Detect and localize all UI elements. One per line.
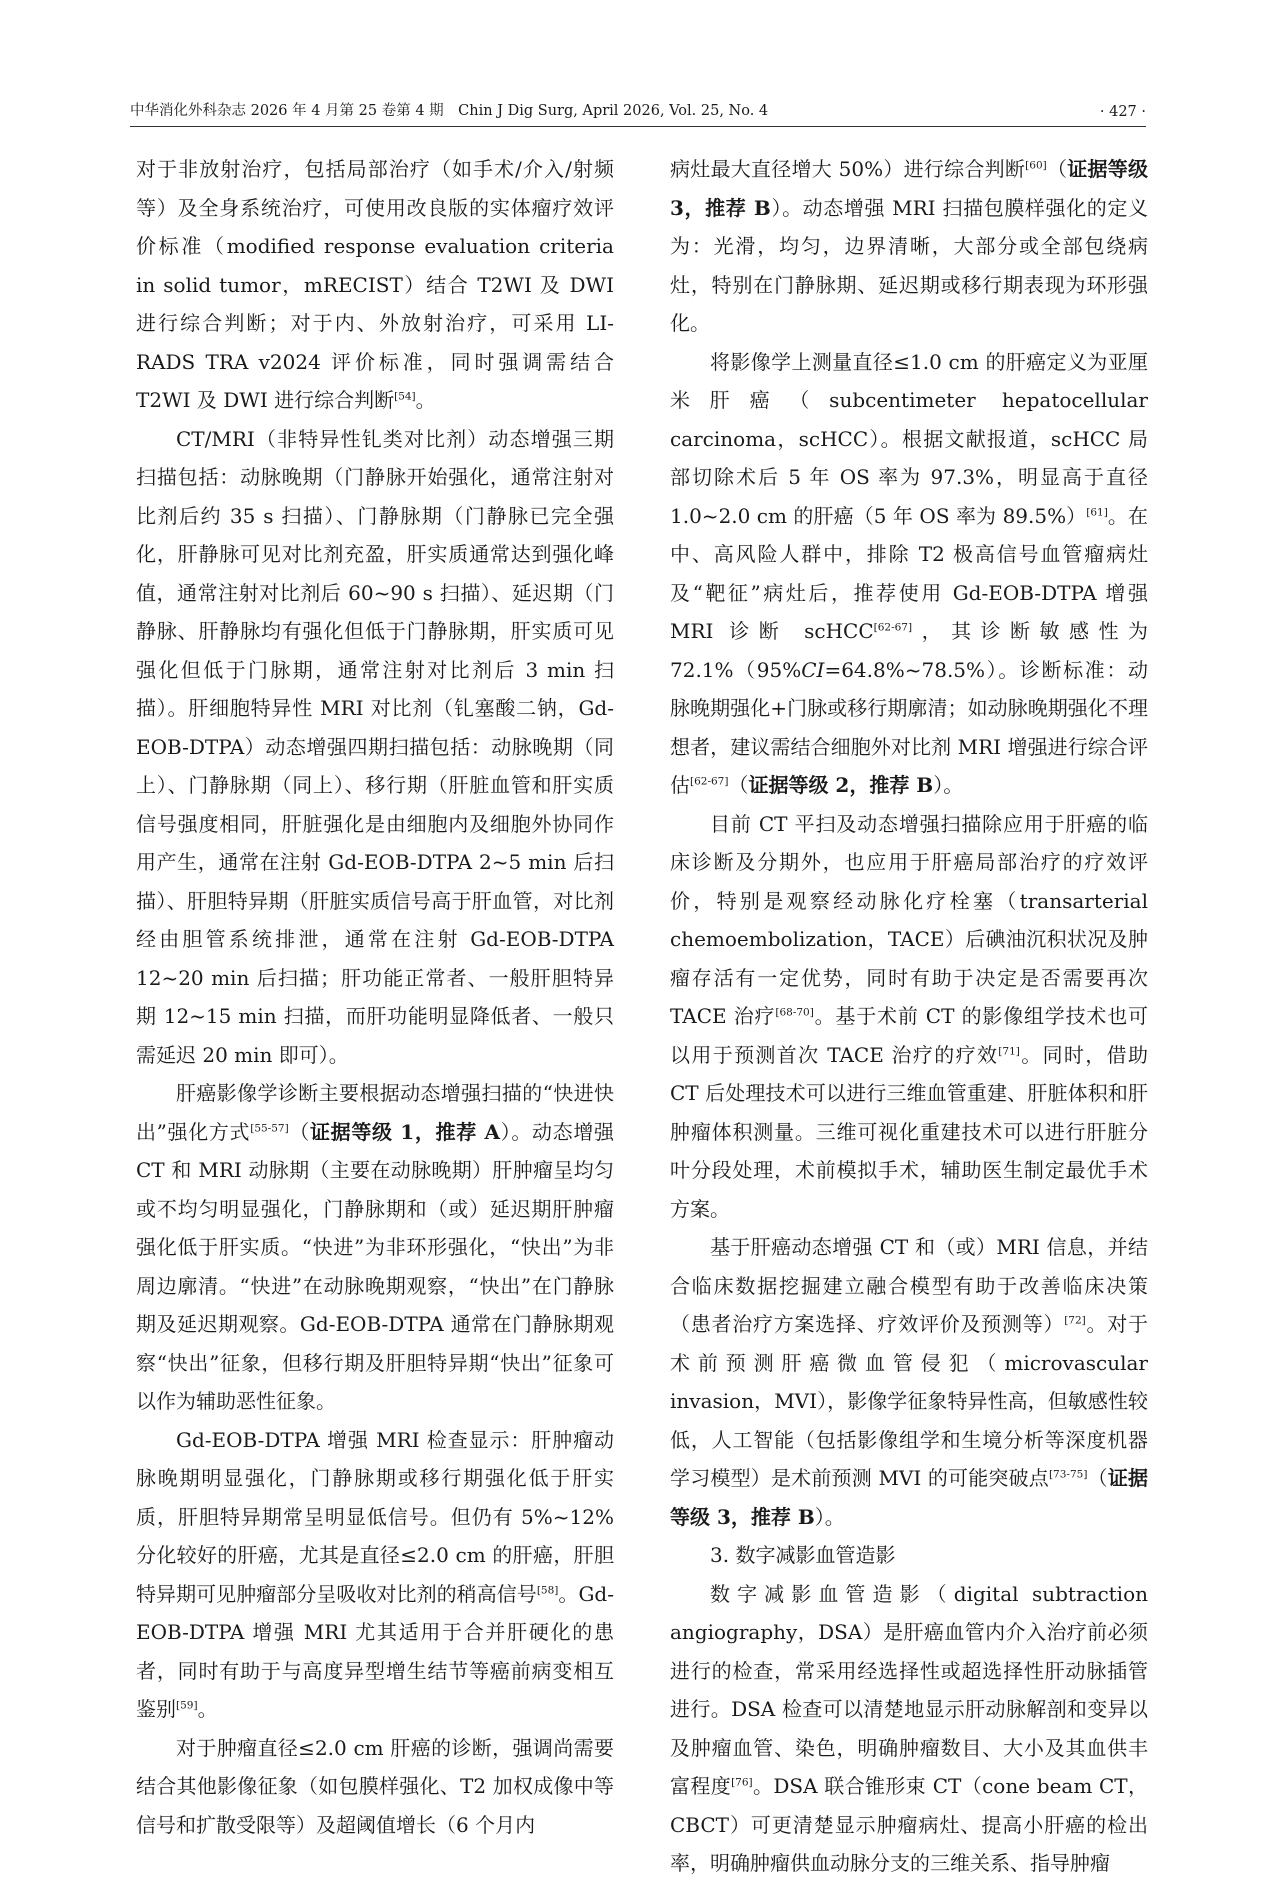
paragraph [136, 1421, 614, 1729]
text: （ [728, 773, 749, 797]
evidence-level: 证据等级 3，推荐 B [670, 1466, 1149, 1529]
paragraph [136, 1074, 614, 1421]
text: CT/MRI（非特异性钆类对比剂）动态增强三期扫描包括：动脉晚期（门静脉开始强化，通常注射对比剂后约 35 s 扫描）、门静脉期（门静脉已完全强化，肝静脉可见对比剂充盈，肝实质通常达到强化峰值，通常注射对比剂后 60~90 s 扫描）、延迟期（门静脉、肝静脉均有强化但低于门静脉期，肝实质可见强化但低于门脉期，通常注射对比剂后 3 min 扫描）。肝细胞特异性 MRI 对比剂（钆塞酸二钠，Gd-EOB-DTPA）动态增强四期扫描包括：动脉晚期（同上）、门静脉期（同上）、移行期（肝脏血管和肝实质信号强度相同，肝脏强化是由细胞内及细胞外协同作用产生，通常在注射 Gd-EOB-DTPA 2~5 min 后扫描）、肝胆特异期（肝脏实质信号高于肝血管，对比剂经由胆管系统排泄，通常在注射 Gd-EOB-DTPA 12~20 min 后扫描；肝功能正常者、一般肝胆特异期 12~15 min 扫描，而肝功能明显降低者、一般只需延迟 20 min 即可）。 [136, 426, 614, 1067]
citation-ref: [61] [1086, 505, 1108, 518]
paragraph [670, 1575, 1148, 1883]
paragraph [670, 1228, 1148, 1536]
citation-ref: [58] [536, 1583, 559, 1596]
citation-ref: [62-67] [690, 775, 729, 788]
text: （ [1046, 157, 1068, 181]
evidence-level: 证据等级 1，推荐 A [310, 1119, 501, 1144]
text: 目前 CT 平扫及动态增强扫描除应用于肝癌的临床诊断及分期外，也应用于肝癌局部治疗的疗效评价，特别是观察经动脉化疗栓塞（transarterial chemoembolization，TACE）后碘油沉积状况及肿瘤存活有一定优势，同时有助于决定是否需要再次 TACE 治疗 [670, 811, 1148, 1028]
text: 。同时，借助 CT 后处理技术可以进行三维血管重建、肝脏体积和肝肿瘤体积测量。三维可视化重建技术可以进行肝脏分叶分段处理，术前模拟手术，辅助医生制定最优手术方案。 [670, 1042, 1148, 1221]
citation-ref: [59] [176, 1699, 198, 1712]
text: CI [801, 657, 825, 682]
text: =64.8%~78.5%）。诊断标准：动脉晚期强化+门脉或移行期廓清；如动脉晚期强化不理想者，建议需结合细胞外对比剂 MRI 增强进行综合评估 [670, 657, 1148, 797]
text: 。在中、高风险人群中，排除 T2 极高信号血管瘤病灶及“靶征”病灶后，推荐使用 Gd-EOB-DTPA 增强 MRI 诊断 scHCC [670, 503, 1149, 643]
page-number: · 427 · [1099, 104, 1146, 120]
citation-ref: [68-70] [775, 1006, 814, 1019]
running-header [130, 95, 1146, 127]
paragraph [670, 343, 1148, 805]
citation-ref: [60] [1025, 159, 1047, 172]
paragraph [670, 805, 1148, 1229]
text: 。 [415, 388, 436, 412]
citation-ref: [54] [394, 390, 416, 403]
text: ）。动态增强 CT 和 MRI 动脉期（主要在动脉晚期）肝肿瘤呈均匀或不均匀明显强化，门静脉期和（或）延迟期肝肿瘤强化低于肝实质。“快进”为非环形强化，“快出”为非周边廓清。“快进”在动脉晚期观察，“快出”在门静脉期及延迟期观察。Gd-EOB-DTPA 通常在门静脉期观察“快出”征象，但移行期及肝胆特异期“快出”征象可以作为辅助恶性征象。 [136, 1119, 614, 1413]
text: 。对于术前预测肝癌微血管侵犯（microvascular invasion，MVI），影像学征象特异性高，但敏感性较低，人工智能（包括影像组学和生境分析等深度机器学习模型）是术前预测 MVI 的可能突破点 [670, 1312, 1149, 1490]
citation-ref: [62-67] [873, 621, 913, 634]
evidence-level: 证据等级 2，推荐 B [748, 773, 934, 797]
citation-ref: [71] [998, 1044, 1020, 1057]
left-column [136, 150, 614, 1844]
paragraph [136, 420, 614, 1075]
text: ）。 [933, 773, 964, 797]
paragraph [136, 150, 614, 420]
text: ）。 [814, 1504, 845, 1529]
evidence-level: 证据等级 3，推荐 B [670, 157, 1149, 220]
citation-ref: [55-57] [250, 1121, 289, 1134]
text: （ [288, 1119, 311, 1144]
text: 基于肝癌动态增强 CT 和（或）MRI 信息，并结合临床数据挖掘建立融合模型有助于改善临床决策（患者治疗方案选择、疗效评价及预测等） [670, 1235, 1148, 1336]
journal-citation: 中华消化外科杂志 2026 年 4 月第 25 卷第 4 期 Chin J Dig Surg, April 2026, Vol. 25, No. 4 [130, 103, 769, 119]
text: Gd-EOB-DTPA 增强 MRI 检查显示：肝肿瘤动脉晚期明显强化，门静脉期或移行期强化低于肝实质，肝胆特异期常呈明显低信号。但仍有 5%~12% 分化较好的肝癌，尤其是直径≤2.0 cm 的肝癌，肝胆特异期可见肿瘤部分呈吸收对比剂的稍高信号 [136, 1427, 614, 1606]
text: ）。动态增强 MRI 扫描包膜样强化的定义为：光滑，均匀，边界清晰，大部分或全部包绕病灶，特别在门静脉期、延迟期或移行期表现为环形强化。 [670, 195, 1148, 335]
text: 对于非放射治疗，包括局部治疗（如手术/介入/射频等）及全身系统治疗，可使用改良版的实体瘤疗效评价标准（modified response evaluation criteria in solid tumor，mRECIST）结合 T2WI 及 DWI 进行综合判断；对于内、外放射治疗，可采用 LI-RADS TRA v2024 评价标准，同时强调需结合 T2WI 及 DWI 进行综合判断 [136, 157, 614, 412]
text: 。DSA 联合锥形束 CT（cone beam CT，CBCT）可更清楚显示肿瘤病灶、提高小肝癌的检出率，明确肿瘤供血动脉分支的三维关系、指导肿瘤 [670, 1774, 1149, 1875]
citation-ref: [76] [731, 1776, 753, 1789]
text: （ [1087, 1466, 1108, 1490]
text: 肝癌影像学诊断主要根据动态增强扫描的“快进快出”强化方式 [136, 1081, 614, 1144]
citation-ref: [73-75] [1048, 1468, 1088, 1481]
text: 病灶最大直径增大 50%）进行综合判断 [670, 157, 1026, 181]
citation-ref: [72] [1064, 1314, 1086, 1327]
paragraph [670, 150, 1148, 343]
text: 将影像学上测量直径≤1.0 cm 的肝癌定义为亚厘米肝癌（subcentimeter hepatocellular carcinoma，scHCC）。根据文献报道，scHCC 局部切除术后 5 年 OS 率为 97.3%，明显高于直径 1.0~2.0 cm 的肝癌（5 年 OS 率为 89.5%） [670, 349, 1148, 528]
text: 。Gd-EOB-DTPA 增强 MRI 尤其适用于合并肝硬化的患者，同时有助于与高度异型增生结节等癌前病变相互鉴别 [136, 1581, 614, 1721]
text: 数字减影血管造影（digital subtraction angiography，DSA）是肝癌血管内介入治疗前必须进行的检查，常采用经选择性或超选择性肝动脉插管进行。DSA 检查可以清楚地显示肝动脉解剖和变异以及肿瘤血管、染色，明确肿瘤数目、大小及其血供丰富程度 [670, 1581, 1148, 1798]
text: 对于肿瘤直径≤2.0 cm 肝癌的诊断，强调尚需要结合其他影像征象（如包膜样强化、T2 加权成像中等信号和扩散受限等）及超阈值增长（6 个月内 [136, 1735, 614, 1837]
section-heading: 3. 数字减影血管造影 [710, 1543, 896, 1567]
right-column [670, 150, 1148, 1883]
text: 。 [197, 1697, 218, 1721]
text: 。基于术前 CT 的影像组学技术也可以用于预测首次 TACE 治疗的疗效 [670, 1004, 1149, 1067]
text: ，其诊断敏感性为 72.1%（95% [670, 619, 1148, 682]
paragraph [136, 1729, 614, 1845]
